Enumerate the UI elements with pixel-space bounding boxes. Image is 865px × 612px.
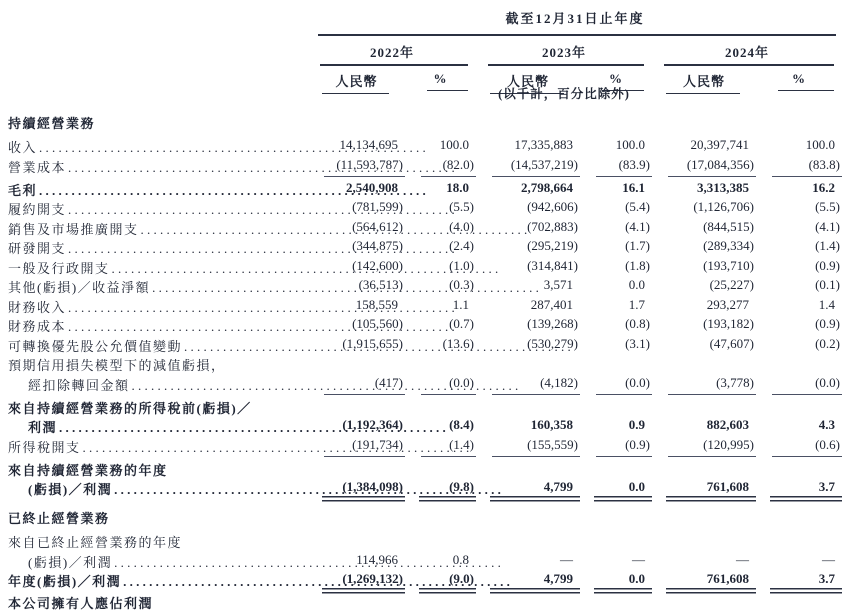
year-label: 2022年 bbox=[369, 45, 414, 60]
table-row bbox=[8, 437, 842, 460]
table-row bbox=[8, 479, 842, 503]
value-cell bbox=[476, 398, 580, 418]
value-cell bbox=[308, 508, 405, 532]
row-label-text: 財務收入 bbox=[8, 299, 67, 315]
value-cell: (702,883) bbox=[527, 218, 578, 234]
value-cell: (4.0) bbox=[449, 218, 474, 234]
value-cell: (4.1) bbox=[815, 218, 840, 234]
row-label-text: 經扣除轉回金額 bbox=[28, 377, 130, 393]
table-row bbox=[8, 199, 842, 219]
value-cell: (844,515) bbox=[703, 218, 754, 234]
value-cell: (14,537,219) bbox=[476, 157, 580, 180]
table-row bbox=[8, 460, 842, 480]
value-cell: (0.8) bbox=[625, 316, 650, 331]
year-column-2022 bbox=[308, 40, 476, 66]
value-cell bbox=[652, 398, 756, 418]
row-label-text: 履約開支 bbox=[8, 202, 67, 217]
table-row bbox=[8, 532, 842, 552]
value-cell: 0.0 bbox=[580, 571, 652, 595]
row-label-text: 可轉換優先股公允價值變動 bbox=[8, 338, 183, 354]
value-cell: (1.4) bbox=[405, 437, 476, 460]
value-cell: (1,269,132) bbox=[308, 571, 405, 595]
value-cell: (83.9) bbox=[580, 157, 652, 180]
value-cell bbox=[652, 113, 756, 137]
row-label-text: 持續經營業務 bbox=[8, 116, 96, 131]
value-cell bbox=[652, 508, 756, 532]
row-label-text: 財務成本 bbox=[8, 319, 67, 334]
value-cell: 3.7 bbox=[756, 479, 842, 503]
value-cell bbox=[756, 460, 842, 480]
value-cell: 0.0 bbox=[580, 479, 652, 503]
value-cell: (0.0) bbox=[756, 375, 842, 398]
row-label-text: 其他(虧損)／收益淨額 bbox=[8, 280, 151, 295]
value-cell: 14,134,695 bbox=[339, 137, 398, 152]
row-label bbox=[8, 479, 308, 503]
row-label-text: 利潤 bbox=[28, 420, 58, 435]
value-cell bbox=[308, 398, 405, 418]
value-cell: (120,995) bbox=[652, 437, 756, 460]
value-cell: (0.0) bbox=[405, 375, 476, 398]
row-label bbox=[8, 157, 308, 180]
table-row bbox=[8, 355, 842, 375]
row-label-text: 年度(虧損)／利潤 bbox=[8, 574, 122, 589]
table-row bbox=[8, 398, 842, 418]
year-label: 2023年 bbox=[541, 45, 586, 60]
value-cell: 3,571 bbox=[543, 277, 573, 292]
row-label bbox=[8, 238, 308, 258]
value-cell: 2,798,664 bbox=[521, 179, 573, 195]
value-cell bbox=[756, 508, 842, 532]
value-cell: 17,335,883 bbox=[514, 137, 573, 152]
value-cell: (295,219) bbox=[527, 238, 578, 253]
value-cell: (1.0) bbox=[449, 257, 474, 273]
value-cell bbox=[652, 460, 756, 480]
value-cell: (83.8) bbox=[756, 157, 842, 180]
value-cell: (1,192,364) bbox=[342, 417, 403, 432]
value-cell: 1.4 bbox=[818, 296, 835, 312]
value-cell bbox=[580, 508, 652, 532]
value-cell: 0.8 bbox=[452, 551, 469, 567]
value-cell: (0.9) bbox=[815, 316, 840, 331]
value-cell: (4.1) bbox=[625, 218, 650, 234]
value-cell: (17,084,356) bbox=[652, 157, 756, 180]
subheader-rmb-2024: 人民幣 bbox=[652, 66, 756, 94]
value-cell: 4,799 bbox=[476, 571, 580, 595]
value-cell bbox=[308, 460, 405, 480]
value-cell: (142,600) bbox=[352, 257, 403, 273]
value-cell: (11,593,787) bbox=[308, 157, 405, 180]
value-cell: 293,277 bbox=[706, 296, 749, 312]
value-cell: (47,607) bbox=[709, 335, 754, 351]
value-cell: — bbox=[632, 551, 645, 567]
value-cell bbox=[580, 113, 652, 137]
value-cell: (289,334) bbox=[703, 238, 754, 253]
row-label-text: 收入 bbox=[8, 140, 38, 155]
row-label bbox=[8, 137, 308, 157]
table-row bbox=[8, 157, 842, 180]
table-row bbox=[8, 219, 842, 239]
value-cell bbox=[756, 398, 842, 418]
row-label bbox=[8, 336, 308, 356]
subheader-pct-2023: % bbox=[580, 66, 652, 94]
year-label: 2024年 bbox=[724, 45, 769, 60]
value-cell: (3.1) bbox=[625, 335, 650, 351]
row-label bbox=[8, 355, 308, 375]
table-row bbox=[8, 137, 842, 157]
value-cell: (0.9) bbox=[815, 257, 840, 273]
subheader-underline bbox=[666, 93, 740, 94]
units-note: (以千計，百分比除外) bbox=[498, 87, 630, 101]
subheader-pct-2024: % bbox=[756, 66, 842, 94]
subheader-underline bbox=[322, 93, 389, 94]
subheader-underline bbox=[778, 90, 834, 91]
value-cell bbox=[756, 113, 842, 137]
value-cell: 1.1 bbox=[452, 296, 469, 312]
value-cell: 0.0 bbox=[628, 277, 645, 292]
value-cell: (105,560) bbox=[352, 316, 403, 331]
value-cell bbox=[580, 460, 652, 480]
value-cell: (13.6) bbox=[442, 335, 474, 351]
value-cell: 18.0 bbox=[446, 179, 469, 195]
subheader-rmb-2022: 人民幣 bbox=[308, 66, 405, 94]
value-cell bbox=[580, 532, 652, 552]
row-label bbox=[8, 460, 308, 480]
value-cell: (193,710) bbox=[703, 257, 754, 273]
table-row bbox=[8, 180, 842, 200]
table-row bbox=[8, 336, 842, 356]
table-body bbox=[8, 108, 842, 595]
table-row bbox=[8, 316, 842, 336]
value-cell bbox=[756, 532, 842, 552]
value-cell: 160,358 bbox=[530, 417, 573, 432]
value-cell bbox=[405, 398, 476, 418]
value-cell: (0.7) bbox=[449, 316, 474, 331]
value-cell: 16.1 bbox=[622, 179, 645, 195]
row-label bbox=[8, 508, 308, 532]
row-label bbox=[8, 113, 308, 137]
row-label-text: 已終止經營業務 bbox=[8, 511, 110, 526]
table-row bbox=[8, 258, 842, 278]
section-header-row bbox=[8, 108, 842, 137]
row-label bbox=[8, 180, 308, 200]
value-cell: 4.3 bbox=[818, 417, 835, 432]
value-cell: 761,608 bbox=[652, 571, 756, 595]
value-cell: (0.2) bbox=[815, 335, 840, 351]
row-label-text: 銷售及市場推廣開支 bbox=[8, 221, 139, 237]
value-cell: 100.0 bbox=[805, 137, 835, 152]
row-label-text: 預期信用損失模型下的減值虧損， bbox=[8, 358, 226, 373]
value-cell: 158,559 bbox=[355, 296, 398, 312]
section-header-row bbox=[8, 503, 842, 532]
value-cell: 3.7 bbox=[756, 571, 842, 595]
value-cell: 1.7 bbox=[628, 296, 645, 312]
row-label-text: 來自持續經營業務的年度 bbox=[8, 462, 168, 478]
row-label-text: 營業成本 bbox=[8, 159, 67, 175]
row-label bbox=[8, 375, 308, 398]
value-cell bbox=[405, 508, 476, 532]
value-cell: (155,559) bbox=[476, 437, 580, 460]
value-cell: (0.1) bbox=[815, 277, 840, 292]
value-cell: (530,279) bbox=[527, 335, 578, 351]
value-cell: 20,397,741 bbox=[690, 137, 749, 152]
row-label bbox=[8, 219, 308, 239]
value-cell: (5.5) bbox=[449, 199, 474, 214]
value-cell bbox=[652, 355, 756, 375]
value-cell: (193,182) bbox=[703, 316, 754, 331]
row-label-text: 來自持續經營業務的所得稅前(虧損)／ bbox=[8, 400, 252, 416]
value-cell: (5.4) bbox=[625, 199, 650, 214]
row-label bbox=[8, 571, 308, 595]
value-cell: (36,513) bbox=[358, 277, 403, 292]
value-cell bbox=[308, 113, 405, 137]
value-cell: 100.0 bbox=[615, 137, 645, 152]
subheader-rmb-2023: 人民幣 bbox=[476, 66, 580, 94]
row-label bbox=[8, 277, 308, 297]
value-cell: (4,182) bbox=[476, 375, 580, 398]
table-row bbox=[8, 277, 842, 297]
table-row bbox=[8, 417, 842, 437]
year-column-2024 bbox=[652, 40, 842, 66]
value-cell: 761,608 bbox=[652, 479, 756, 503]
value-cell: (1.4) bbox=[815, 238, 840, 253]
table-row bbox=[8, 297, 842, 317]
row-label-text: (虧損)／利潤 bbox=[28, 554, 113, 570]
value-cell: (139,268) bbox=[527, 316, 578, 331]
row-label bbox=[8, 552, 308, 572]
value-cell: 2,540,908 bbox=[346, 179, 398, 195]
value-cell bbox=[580, 355, 652, 375]
value-cell: (0.0) bbox=[580, 375, 652, 398]
value-cell: (9.8) bbox=[405, 479, 476, 503]
value-cell: (314,841) bbox=[527, 257, 578, 273]
value-cell bbox=[476, 532, 580, 552]
row-label-text: 來自已終止經營業務的年度 bbox=[8, 535, 183, 550]
value-cell bbox=[405, 532, 476, 552]
value-cell: (942,606) bbox=[527, 199, 578, 214]
value-cell: (5.5) bbox=[815, 199, 840, 214]
value-cell: (191,734) bbox=[308, 437, 405, 460]
value-cell: (417) bbox=[308, 375, 405, 398]
row-label-text: 所得稅開支 bbox=[8, 439, 81, 455]
table-row bbox=[8, 552, 842, 572]
value-cell: (1,915,655) bbox=[342, 335, 403, 351]
value-cell bbox=[476, 508, 580, 532]
value-cell bbox=[405, 355, 476, 375]
row-label bbox=[8, 316, 308, 336]
value-cell bbox=[476, 113, 580, 137]
value-cell: (82.0) bbox=[405, 157, 476, 180]
value-cell: (9.0) bbox=[405, 571, 476, 595]
row-label bbox=[8, 199, 308, 219]
value-cell: (344,875) bbox=[352, 238, 403, 253]
value-cell: — bbox=[736, 551, 749, 567]
value-cell: (781,599) bbox=[352, 199, 403, 214]
value-cell: 3,313,385 bbox=[697, 179, 749, 195]
subheader-pct-2022: % bbox=[405, 66, 476, 94]
row-label-text: 毛利 bbox=[8, 182, 38, 198]
value-cell bbox=[476, 355, 580, 375]
value-cell: (1.8) bbox=[625, 257, 650, 273]
table-row bbox=[8, 375, 842, 398]
value-cell: 287,401 bbox=[530, 296, 573, 312]
row-label bbox=[8, 417, 308, 437]
value-cell bbox=[652, 532, 756, 552]
value-cell: 114,966 bbox=[356, 551, 398, 567]
partial-clipped-row: 本公司擁有人應佔利潤 bbox=[8, 596, 154, 611]
table-row bbox=[8, 571, 842, 595]
year-column-2023 bbox=[476, 40, 652, 66]
value-cell: (25,227) bbox=[709, 277, 754, 292]
row-label-text: (虧損)／利潤 bbox=[28, 482, 113, 497]
value-cell: (1,384,098) bbox=[308, 479, 405, 503]
value-cell bbox=[580, 398, 652, 418]
value-cell: 4,799 bbox=[476, 479, 580, 503]
value-cell bbox=[308, 532, 405, 552]
row-label bbox=[8, 258, 308, 278]
period-title: 截至12月31日止年度 bbox=[505, 11, 645, 26]
row-label bbox=[8, 437, 308, 460]
value-cell: 100.0 bbox=[439, 137, 469, 152]
value-cell: — bbox=[560, 551, 573, 567]
value-cell: (1,126,706) bbox=[693, 199, 754, 214]
value-cell: (1.7) bbox=[625, 238, 650, 253]
value-cell bbox=[405, 113, 476, 137]
value-cell bbox=[308, 355, 405, 375]
row-label bbox=[8, 398, 308, 418]
value-cell bbox=[405, 460, 476, 480]
value-cell: 0.9 bbox=[628, 417, 645, 432]
value-cell bbox=[756, 355, 842, 375]
value-cell: 16.2 bbox=[812, 179, 835, 195]
value-cell: (0.6) bbox=[756, 437, 842, 460]
value-cell: 882,603 bbox=[706, 417, 749, 432]
value-cell: (0.3) bbox=[449, 277, 474, 292]
value-cell bbox=[476, 460, 580, 480]
table-header bbox=[8, 0, 842, 94]
value-cell: (3,778) bbox=[652, 375, 756, 398]
value-cell: — bbox=[822, 551, 835, 567]
value-cell: (2.4) bbox=[449, 238, 474, 253]
row-label-text: 一般及行政開支 bbox=[8, 260, 110, 276]
table-row bbox=[8, 238, 842, 258]
value-cell: (0.9) bbox=[580, 437, 652, 460]
value-cell: (564,612) bbox=[352, 218, 403, 234]
row-label-text: 研發開支 bbox=[8, 241, 67, 256]
row-label bbox=[8, 297, 308, 317]
row-label bbox=[8, 532, 308, 552]
value-cell: (8.4) bbox=[449, 417, 474, 432]
